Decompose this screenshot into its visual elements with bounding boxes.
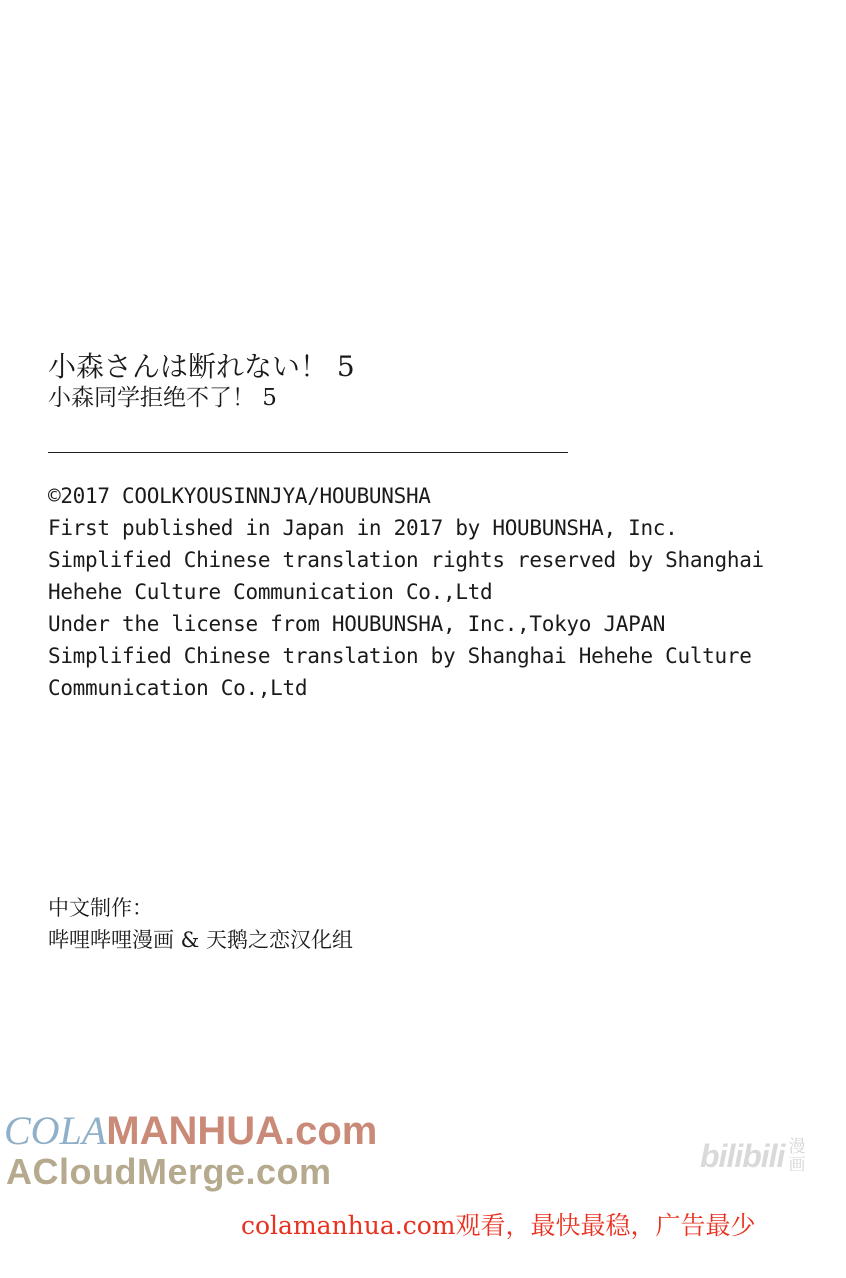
credit-line: Simplified Chinese translation rights reserved by Shanghai [48, 548, 764, 572]
watermark-cola-part: COLA [4, 1108, 107, 1153]
footer-ad-text: colamanhua.com观看，最快最稳，广告最少 [241, 1211, 756, 1240]
title-japanese: 小森さんは断れない！ 5 [48, 350, 355, 383]
credit-line: First published in Japan in 2017 by HOUBUNSHA, Inc. [48, 516, 678, 540]
credit-line: Communication Co.,Ltd [48, 676, 308, 700]
credit-line: ©2017 COOLKYOUSINNJYA/HOUBUNSHA [48, 484, 431, 508]
copyright-credits [48, 480, 764, 704]
production-names: 哔哩哔哩漫画 & 天鹅之恋汉化组 [48, 928, 354, 952]
credit-line: Simplified Chinese translation by Shanghai Hehehe Culture [48, 644, 752, 668]
title-chinese: 小森同学拒绝不了！ 5 [48, 385, 277, 411]
divider-rule [48, 452, 568, 453]
production-label: 中文制作： [48, 896, 153, 920]
watermark-manhua-part: MANHUA.com [106, 1109, 378, 1153]
bili-logo-text: bilibili [700, 1138, 785, 1174]
colamanhua-watermark [4, 1108, 377, 1154]
bilibili-manga-logo-icon [700, 1133, 820, 1179]
bili-sub-char: 漫 [788, 1137, 806, 1157]
credit-line: Under the license from HOUBUNSHA, Inc.,Tokyo JAPAN [48, 612, 666, 636]
bili-logo-sub [788, 1138, 805, 1174]
bili-sub-char: 画 [788, 1155, 806, 1175]
credit-line: Hehehe Culture Communication Co.,Ltd [48, 580, 493, 604]
acloudmerge-watermark: ACloudMerge.com [6, 1151, 332, 1192]
